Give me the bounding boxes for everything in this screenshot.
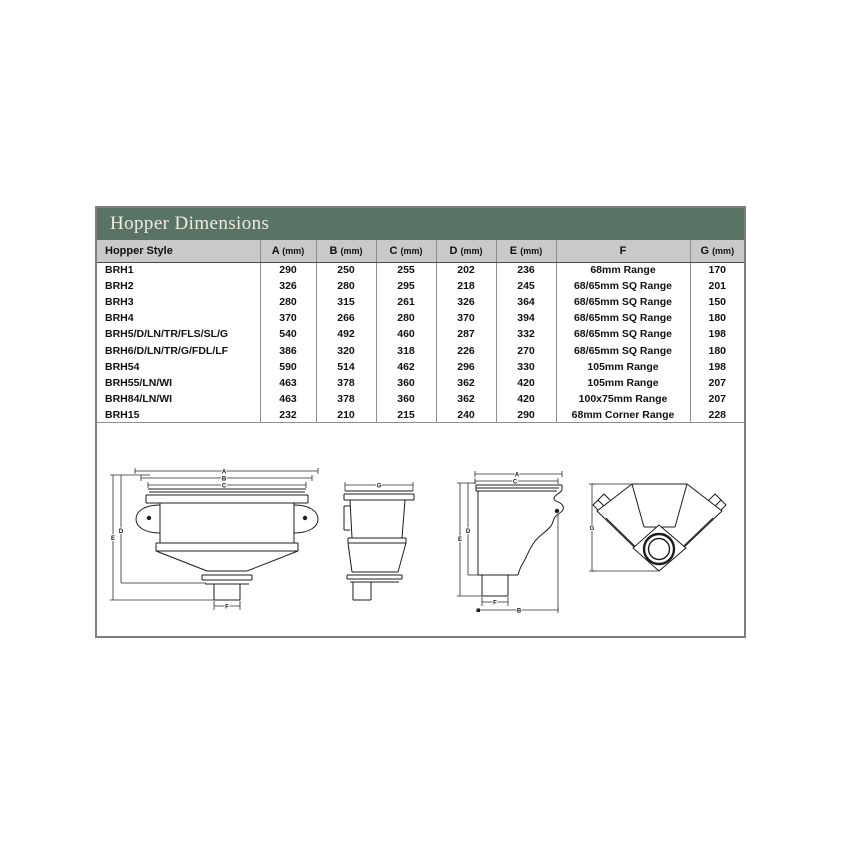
- col-header-a: A (mm): [260, 240, 316, 262]
- dimension-value-cell: 492: [316, 326, 376, 342]
- dim-label-b: B: [516, 608, 522, 615]
- dim-label-g: G: [589, 526, 595, 533]
- dimension-value-cell: 207: [690, 375, 744, 391]
- dimension-value-cell: 198: [690, 359, 744, 375]
- ogee-view-outline: [476, 485, 563, 596]
- table-header: [97, 240, 744, 262]
- dimension-value-cell: 100x75mm Range: [556, 391, 690, 407]
- hopper-style-cell: BRH2: [105, 280, 134, 293]
- dimension-value-cell: 255: [376, 262, 436, 278]
- dimension-value-cell: 280: [260, 294, 316, 310]
- dimension-value-cell: 68/65mm SQ Range: [556, 310, 690, 326]
- dimension-value-cell: 202: [436, 262, 496, 278]
- dimension-value-cell: 236: [496, 262, 556, 278]
- dimension-value-cell: 218: [436, 278, 496, 294]
- dimension-value-cell: 68/65mm SQ Range: [556, 326, 690, 342]
- dimension-value-cell: 318: [376, 342, 436, 358]
- dimension-value-cell: 287: [436, 326, 496, 342]
- hopper-drawings-area: [97, 423, 744, 636]
- dimension-value-cell: 364: [496, 294, 556, 310]
- dimension-value-cell: 362: [436, 375, 496, 391]
- hopper-style-cell: BRH3: [105, 296, 134, 309]
- hopper-style-cell: BRH84/LN/WI: [105, 392, 173, 405]
- dimension-value-cell: 226: [436, 342, 496, 358]
- panel-title: Hopper Dimensions: [110, 213, 270, 234]
- table-header-row: [97, 240, 744, 262]
- dimension-value-cell: 198: [690, 326, 744, 342]
- col-header-c: C (mm): [376, 240, 436, 262]
- dim-label-f: F: [225, 604, 229, 611]
- dim-label-d: D: [118, 529, 124, 536]
- dimension-value-cell: 280: [316, 278, 376, 294]
- hopper-table-row: [97, 294, 744, 310]
- dim-label-c: C: [221, 483, 227, 490]
- dimension-value-cell: 394: [496, 310, 556, 326]
- dimension-value-cell: 240: [436, 407, 496, 423]
- ogee-view-dimension-lines: [457, 471, 562, 613]
- dim-label-b: B: [221, 476, 227, 483]
- dimension-value-cell: 386: [260, 342, 316, 358]
- corner-plan-hopper-diagram: [587, 475, 739, 611]
- dimension-value-cell: 180: [690, 342, 744, 358]
- dimension-value-cell: 207: [690, 391, 744, 407]
- dimension-value-cell: 360: [376, 375, 436, 391]
- dim-label-a: A: [221, 469, 227, 476]
- hopper-table-row: [97, 342, 744, 358]
- dimension-value-cell: 250: [316, 262, 376, 278]
- dimension-value-cell: 326: [436, 294, 496, 310]
- dimension-value-cell: 105mm Range: [556, 375, 690, 391]
- dimension-value-cell: 460: [376, 326, 436, 342]
- front-view-hopper-diagram: [110, 463, 325, 615]
- dimension-value-cell: 266: [316, 310, 376, 326]
- dim-label-g: G: [376, 483, 382, 490]
- dimension-value-cell: 290: [496, 407, 556, 423]
- dimension-value-cell: 68/65mm SQ Range: [556, 294, 690, 310]
- dimension-value-cell: 420: [496, 375, 556, 391]
- col-header-b: B (mm): [316, 240, 376, 262]
- col-header-f: F: [556, 240, 690, 262]
- dimension-value-cell: 315: [316, 294, 376, 310]
- hopper-table-row: [97, 407, 744, 423]
- col-header-hopper-style: Hopper Style: [97, 240, 260, 262]
- dimension-value-cell: 270: [496, 342, 556, 358]
- side-view-hopper-diagram: [343, 479, 418, 601]
- hopper-dimensions-table: [97, 240, 744, 423]
- dimension-value-cell: 68mm Corner Range: [556, 407, 690, 423]
- dimension-value-cell: 245: [496, 278, 556, 294]
- hopper-table-row: [97, 310, 744, 326]
- dimension-value-cell: 150: [690, 294, 744, 310]
- corner-plan-outline: [593, 484, 726, 571]
- dim-label-d: D: [465, 529, 471, 536]
- hopper-style-cell: BRH15: [105, 408, 140, 421]
- dimension-value-cell: 295: [376, 278, 436, 294]
- dimension-value-cell: 330: [496, 359, 556, 375]
- hopper-table-row: [97, 359, 744, 375]
- dimension-value-cell: 463: [260, 391, 316, 407]
- dimension-value-cell: 378: [316, 391, 376, 407]
- dimension-value-cell: 68/65mm SQ Range: [556, 278, 690, 294]
- dimension-value-cell: 462: [376, 359, 436, 375]
- dim-label-e: E: [457, 537, 463, 544]
- dimension-value-cell: 105mm Range: [556, 359, 690, 375]
- hopper-style-cell: BRH1: [105, 264, 134, 277]
- dimension-value-cell: 514: [316, 359, 376, 375]
- dimension-value-cell: 215: [376, 407, 436, 423]
- hopper-table-row: [97, 375, 744, 391]
- dimension-value-cell: 540: [260, 326, 316, 342]
- col-header-d: D (mm): [436, 240, 496, 262]
- hopper-style-cell: BRH54: [105, 360, 140, 373]
- hopper-style-cell: BRH4: [105, 312, 134, 325]
- dim-label-a: A: [514, 472, 520, 479]
- dimension-value-cell: 261: [376, 294, 436, 310]
- dimension-value-cell: 332: [496, 326, 556, 342]
- hopper-table-row: [97, 391, 744, 407]
- dimension-value-cell: 420: [496, 391, 556, 407]
- dim-label-c: C: [512, 479, 518, 486]
- dimension-value-cell: 280: [376, 310, 436, 326]
- dimension-value-cell: 370: [260, 310, 316, 326]
- dimension-value-cell: 296: [436, 359, 496, 375]
- dimension-value-cell: 68/65mm SQ Range: [556, 342, 690, 358]
- hopper-style-cell: BRH55/LN/WI: [105, 376, 173, 389]
- dimension-value-cell: 463: [260, 375, 316, 391]
- dimension-value-cell: 320: [316, 342, 376, 358]
- dimension-value-cell: 590: [260, 359, 316, 375]
- hopper-style-cell: BRH6/D/LN/TR/G/FDL/LF: [105, 344, 229, 357]
- panel-title-bar: [97, 208, 744, 240]
- ogee-view-hopper-diagram: [457, 469, 567, 613]
- col-header-g: G (mm): [690, 240, 744, 262]
- dimension-value-cell: 232: [260, 407, 316, 423]
- dimension-value-cell: 370: [436, 310, 496, 326]
- table-body: [97, 262, 744, 423]
- dimension-value-cell: 228: [690, 407, 744, 423]
- dimension-value-cell: 360: [376, 391, 436, 407]
- dimension-value-cell: 210: [316, 407, 376, 423]
- side-view-outline: [344, 491, 414, 600]
- dimension-value-cell: 326: [260, 278, 316, 294]
- dimension-value-cell: 170: [690, 262, 744, 278]
- dimension-value-cell: 201: [690, 278, 744, 294]
- dimension-value-cell: 180: [690, 310, 744, 326]
- hopper-table-row: [97, 326, 744, 342]
- dim-label-e: E: [110, 536, 116, 543]
- hopper-style-cell: BRH5/D/LN/TR/FLS/SL/G: [105, 328, 229, 341]
- dim-label-f: F: [493, 600, 497, 607]
- hopper-table-row: [97, 262, 744, 278]
- dimension-value-cell: 378: [316, 375, 376, 391]
- dimension-value-cell: 290: [260, 262, 316, 278]
- dimension-value-cell: 68mm Range: [556, 262, 690, 278]
- dimension-value-cell: 362: [436, 391, 496, 407]
- hopper-table-row: [97, 278, 744, 294]
- hopper-dimensions-panel: [95, 206, 746, 638]
- col-header-e: E (mm): [496, 240, 556, 262]
